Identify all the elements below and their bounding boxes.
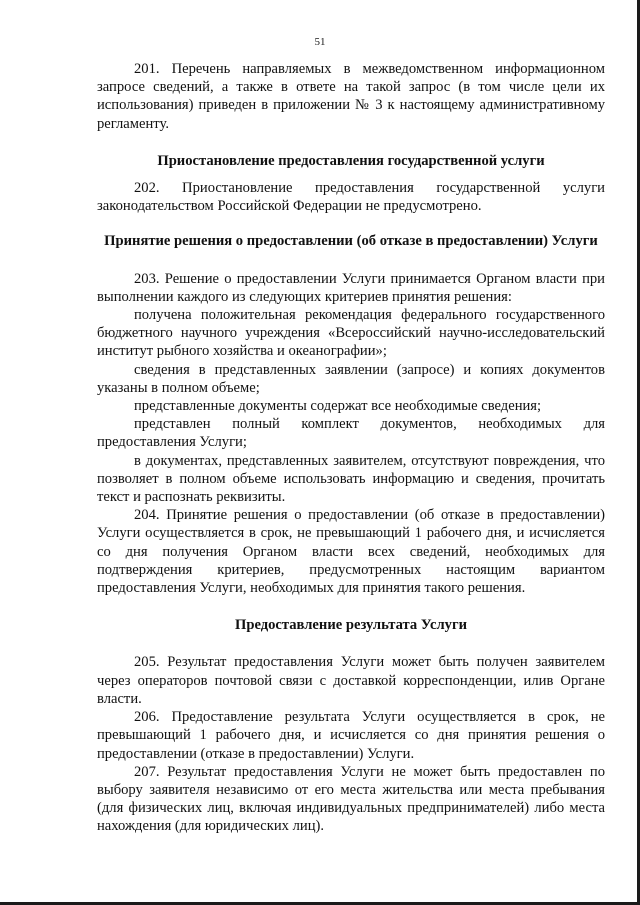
criterion-5: в документах, представленных заявителем, отсутствуют повреждения, что позволяет в полном объеме использовать информацию и сведения, прочитать текст и распознать реквизиты. bbox=[97, 452, 605, 506]
paragraph-202: 202. Приостановление предоставления государственной услуги законодательством Российской Федерации не предусмотрено. bbox=[97, 180, 605, 215]
criterion-3: представленные документы содержат все необходимые сведения; bbox=[134, 398, 542, 415]
criterion-4: представлен полный комплект документов, необходимых для предоставления Услуги; bbox=[97, 416, 605, 451]
heading-result: Предоставление результата Услуги bbox=[235, 617, 467, 634]
heading-suspension: Приостановление предоставления государственной услуги bbox=[157, 152, 545, 169]
paragraph-207: 207. Результат предоставления Услуги не может быть предоставлен по выбору заявителя независимо от его места жительства или места пребывания (для физических лиц, включая индивидуальных предпринимателей) либо места нахождения (для юридических лиц). bbox=[97, 763, 605, 835]
paragraph-206: 206. Предоставление результата Услуги осуществляется в срок, не превышающий 1 рабочего дня, и исчисляется со дня принятия решения о предоставлении (отказе в предоставлении) Услуги. bbox=[97, 709, 605, 762]
document-body bbox=[97, 60, 605, 836]
paragraph-205: 205. Результат предоставления Услуги может быть получен заявителем через операторов почтовой связи с доставкой корреспонденции, илив Органе власти. bbox=[97, 654, 605, 707]
heading-decision: Принятие решения о предоставлении (об отказе в предоставлении) Услуги bbox=[104, 233, 598, 250]
paragraph-203: 203. Решение о предоставлении Услуги принимается Органом власти при выполнении каждого из следующих критериев принятия решения: bbox=[97, 270, 605, 305]
criterion-2: сведения в представленных заявлении (запросе) и копиях документов указаны в полном объеме; bbox=[97, 361, 605, 396]
paragraph-204: 204. Принятие решения о предоставлении (об отказе в предоставлении) Услуги осуществляется в срок, не превышающий 1 рабочего дня, и исчисляется со дня получения Органом власти всех сведений, необходимых для подтверждения критериев, предусмотренных настоящим вариантом предоставления Услуги, необходимых для принятия такого решения. bbox=[97, 507, 605, 597]
paragraph-201: 201. Перечень направляемых в межведомственном информационном запросе сведений, а также в ответе на такой запрос (в том числе цели их использования) приведен в приложении № 3 к настоящему административному регламенту. bbox=[97, 61, 605, 132]
criterion-1: получена положительная рекомендация федерального государственного бюджетного научного учреждения «Всероссийский научно-исследовательский институт рыбного хозяйства и океанографии»; bbox=[97, 307, 605, 360]
page-number: 51 bbox=[314, 36, 326, 48]
